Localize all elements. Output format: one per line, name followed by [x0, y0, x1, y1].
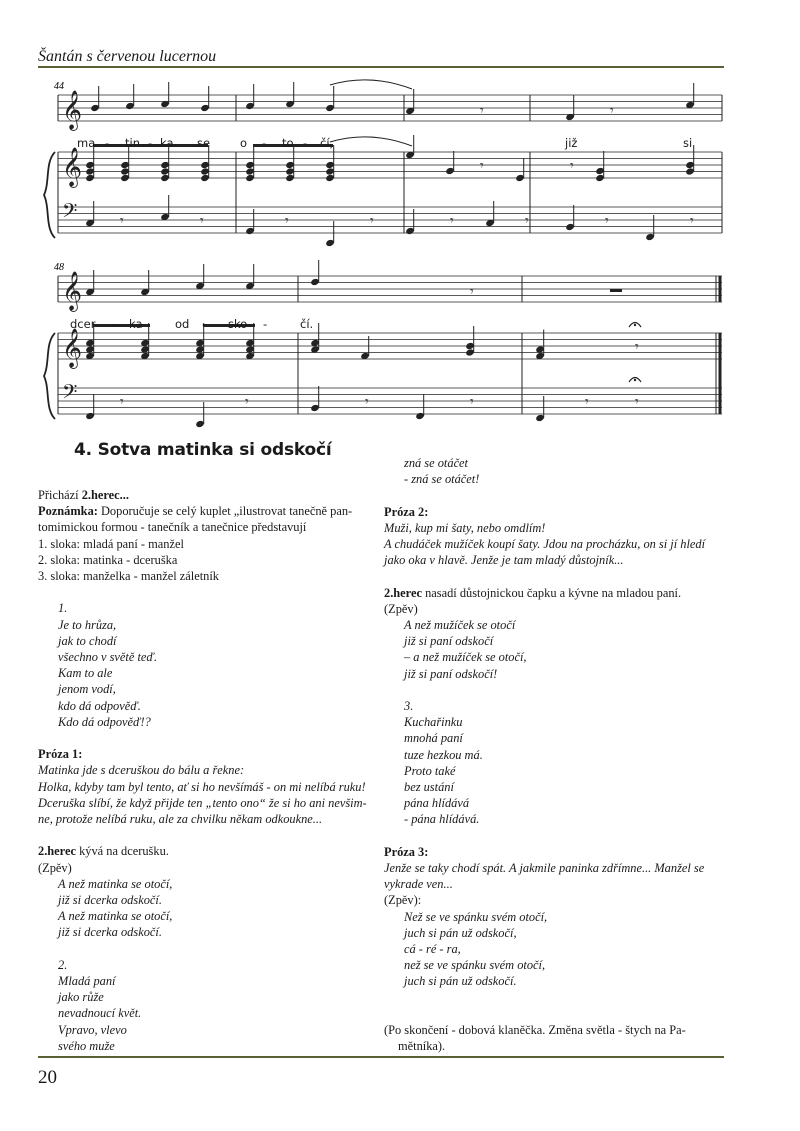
- verse-line: Kam to ale: [58, 666, 113, 681]
- fermata-dot: [634, 324, 636, 326]
- eighth-rest-icon: 𝄾: [245, 394, 249, 410]
- lyric-syllable: ka: [129, 317, 143, 331]
- refrain-line: juch si pán už odskočí.: [404, 974, 517, 989]
- measure-number: 48: [54, 262, 64, 273]
- legend-line: 2. sloka: matinka - dceruška: [38, 552, 178, 567]
- right-column: [384, 455, 729, 1054]
- lyric-syllable: -: [303, 136, 308, 150]
- lyric-syllable: to: [282, 136, 294, 150]
- prose-label: Próza 1:: [38, 747, 83, 762]
- lyric-syllable: sko: [228, 317, 248, 331]
- eighth-rest-icon: 𝄾: [470, 284, 474, 300]
- lyric-syllable: o: [240, 136, 248, 150]
- notes: [85, 80, 695, 428]
- eighth-rest-icon: 𝄾: [470, 394, 474, 410]
- prose-line: Matinka jde s dceruškou do bálu a řekne:: [38, 763, 245, 778]
- verse-line: nevadnoucí květ.: [58, 1006, 142, 1021]
- verse-line: zná se otáčet: [404, 456, 469, 470]
- prose-line: Muži, kup mi šaty, nebo omdlím!: [384, 520, 546, 535]
- footer-rule: [38, 1056, 724, 1058]
- brace: [44, 333, 55, 419]
- eighth-rest-icon: 𝄾: [450, 213, 454, 229]
- verse-line: svého muže: [58, 1038, 115, 1053]
- refrain-line: již si paní odskočí: [404, 634, 494, 649]
- refrain-line: – a než mužíček se otočí,: [404, 650, 527, 665]
- lyric-syllable: ka: [160, 136, 174, 150]
- prose-line: Jenže se taky chodí spát. A jakmile paninka zdřímne... Manžel se: [384, 861, 705, 876]
- enter-line: Přichází 2.herec...: [38, 488, 129, 502]
- refrain: [384, 909, 729, 990]
- lyric-syllable: si: [683, 136, 693, 150]
- barlines: [58, 95, 722, 414]
- verse-line: - pána hlídává.: [404, 812, 480, 827]
- refrain-line: A než matinka se otočí,: [58, 876, 173, 891]
- lyric-syllable: dcer: [70, 317, 96, 331]
- verse-line: jak to chodí: [58, 633, 117, 648]
- actor-action: 2.herec kývá na dcerušku.: [38, 844, 169, 859]
- verse-line: tuze hezkou má.: [404, 747, 483, 762]
- ending-line: (Po skončení - dobová klaněčka. Změna světla - štych na Pa-: [384, 1023, 686, 1038]
- eighth-rest-icon: 𝄾: [525, 213, 529, 229]
- measure-number: 44: [54, 81, 64, 92]
- eighth-rest-icon: 𝄾: [610, 103, 614, 119]
- lyric-syllable: ma: [77, 136, 96, 150]
- refrain-line: A než mužíček se otočí: [404, 618, 516, 632]
- tie: [330, 80, 412, 89]
- eighth-rest-icon: 𝄾: [285, 213, 289, 229]
- refrain-line: již si dcerka odskočí.: [58, 893, 162, 908]
- verse-line: pána hlídává: [404, 796, 470, 811]
- prose-line: A chudáček mužíček koupí šaty. Jdou na procházku, on si jí hledí: [384, 537, 706, 551]
- verse-2-end: [384, 455, 729, 487]
- refrain-line: již si dcerka odskočí.: [58, 925, 162, 940]
- verse-line: všechno v světě teď.: [58, 650, 158, 665]
- refrain-line: Než se ve spánku svém otočí,: [404, 909, 548, 924]
- sing-label: (Zpěv):: [384, 893, 422, 908]
- eighth-rest-icon: 𝄾: [570, 158, 574, 174]
- prose-label: Próza 3:: [384, 844, 429, 859]
- refrain: [384, 617, 729, 828]
- lyric-syllable: -: [105, 136, 110, 150]
- prose-line: Dceruška slíbí, že když přijde ten „tento ono“ že si ho ani nevšim-: [38, 795, 367, 810]
- lyric-syllable: -: [263, 317, 268, 331]
- eighth-rest-icon: 𝄾: [605, 213, 609, 229]
- eighth-rest-icon: 𝄾: [585, 394, 589, 410]
- legend-line: 1. sloka: mladá paní - manžel: [38, 536, 184, 551]
- treble-clef-icon: 𝄞: [62, 90, 83, 130]
- treble-clef-icon: 𝄞: [62, 328, 83, 368]
- music-score: [0, 70, 800, 450]
- brace: [44, 152, 55, 238]
- eighth-rest-icon: 𝄾: [690, 213, 694, 229]
- verse-number: 3.: [404, 699, 414, 713]
- verse-line: Mladá paní: [58, 974, 116, 989]
- refrain-line: než se ve spánku svém otočí,: [404, 958, 546, 973]
- verse-line: - zná se otáčet!: [404, 472, 480, 487]
- left-column: [38, 487, 383, 1054]
- song-title: 4. Sotva matinka si odskočí: [74, 440, 332, 460]
- refrain: [38, 876, 383, 1054]
- prose-line: Holka, kdyby tam byl tento, ať si ho nevšímáš - on mi nelíbá ruku!: [38, 779, 366, 794]
- eighth-rest-icon: 𝄾: [480, 103, 484, 119]
- refrain-line: juch si pán už odskočí,: [404, 925, 517, 940]
- refrain-line: již si paní odskočí!: [404, 666, 498, 681]
- refrain-line: A než matinka se otočí,: [58, 909, 173, 924]
- prose-line: jako oka v hlavě. Jenže je tam mladý důstojník...: [384, 553, 624, 568]
- treble-clef-icon: 𝄞: [62, 271, 83, 311]
- verse-number: 1.: [58, 601, 68, 616]
- verse-line: mnohá paní: [404, 731, 463, 746]
- note-line: tomimickou formou - tanečník a tanečnice představují: [38, 520, 307, 535]
- sing-label: (Zpěv): [38, 860, 72, 875]
- actor-action: 2.herec nasadí důstojnickou čapku a kývne na mladou paní.: [384, 585, 682, 600]
- verse-line: Vpravo, vlevo: [58, 1022, 127, 1037]
- lyric-syllable: -: [148, 136, 153, 150]
- eighth-rest-icon: 𝄾: [635, 394, 639, 410]
- prose-label: Próza 2:: [384, 504, 429, 519]
- header-rule: [38, 66, 724, 68]
- running-header: Šantán s červenou lucernou: [38, 48, 217, 65]
- page-number: 20: [38, 1067, 57, 1088]
- lyric-syllable: čí,: [320, 136, 334, 150]
- sing-label: (Zpěv): [384, 601, 418, 616]
- lyric-syllable: -: [262, 136, 267, 150]
- verse-line: Kdo dá odpověď!?: [58, 714, 151, 729]
- verse-1: [38, 600, 383, 730]
- prose-line: ne, protože nelíbá ruku, ale za chvilku někam odkoukne...: [38, 812, 323, 827]
- verse-line: Je to hrůza,: [58, 617, 117, 632]
- verse-line: jako růže: [58, 990, 104, 1005]
- note-line: Poznámka: Doporučuje se celý kuplet „ilustrovat tanečně pan-: [38, 504, 353, 519]
- eighth-rest-icon: 𝄾: [200, 213, 204, 229]
- eighth-rest-icon: 𝄾: [370, 213, 374, 229]
- fermata-dot: [634, 379, 636, 381]
- lyric-syllable: -: [202, 317, 207, 331]
- refrain-line: cá - ré - ra,: [404, 942, 461, 957]
- treble-clef-icon: 𝄞: [62, 147, 83, 187]
- verse-number: 2.: [58, 957, 68, 972]
- lyric-syllable: -: [112, 317, 117, 331]
- prose-line: vykrade ven...: [384, 877, 453, 892]
- verse-line: kdo dá odpověď.: [58, 698, 141, 713]
- legend-line: 3. sloka: manželka - manžel záletník: [38, 569, 219, 584]
- lyric-syllable: od: [175, 317, 190, 331]
- eighth-rest-icon: 𝄾: [365, 394, 369, 410]
- eighth-rest-icon: 𝄾: [120, 394, 124, 410]
- lyric-syllable: se: [197, 136, 211, 150]
- lyric-syllable: již: [565, 136, 578, 150]
- staff-lines: [44, 95, 722, 419]
- verse-line: bez ustání: [404, 780, 454, 795]
- ending-line: mětníka).: [398, 1039, 446, 1054]
- bass-clef-icon: 𝄢: [62, 380, 78, 408]
- tie: [330, 137, 412, 146]
- eighth-rest-icon: 𝄾: [480, 158, 484, 174]
- lyric-syllable: tin: [125, 136, 140, 150]
- lyric-syllable: čí.: [300, 317, 314, 331]
- bass-clef-icon: 𝄢: [62, 199, 78, 227]
- verse-line: Proto také: [404, 763, 456, 778]
- verse-line: Kuchařinku: [404, 715, 463, 730]
- whole-rest-icon: [610, 289, 622, 292]
- eighth-rest-icon: 𝄾: [635, 339, 639, 355]
- eighth-rest-icon: 𝄾: [120, 213, 124, 229]
- verse-line: jenom vodí,: [58, 682, 116, 697]
